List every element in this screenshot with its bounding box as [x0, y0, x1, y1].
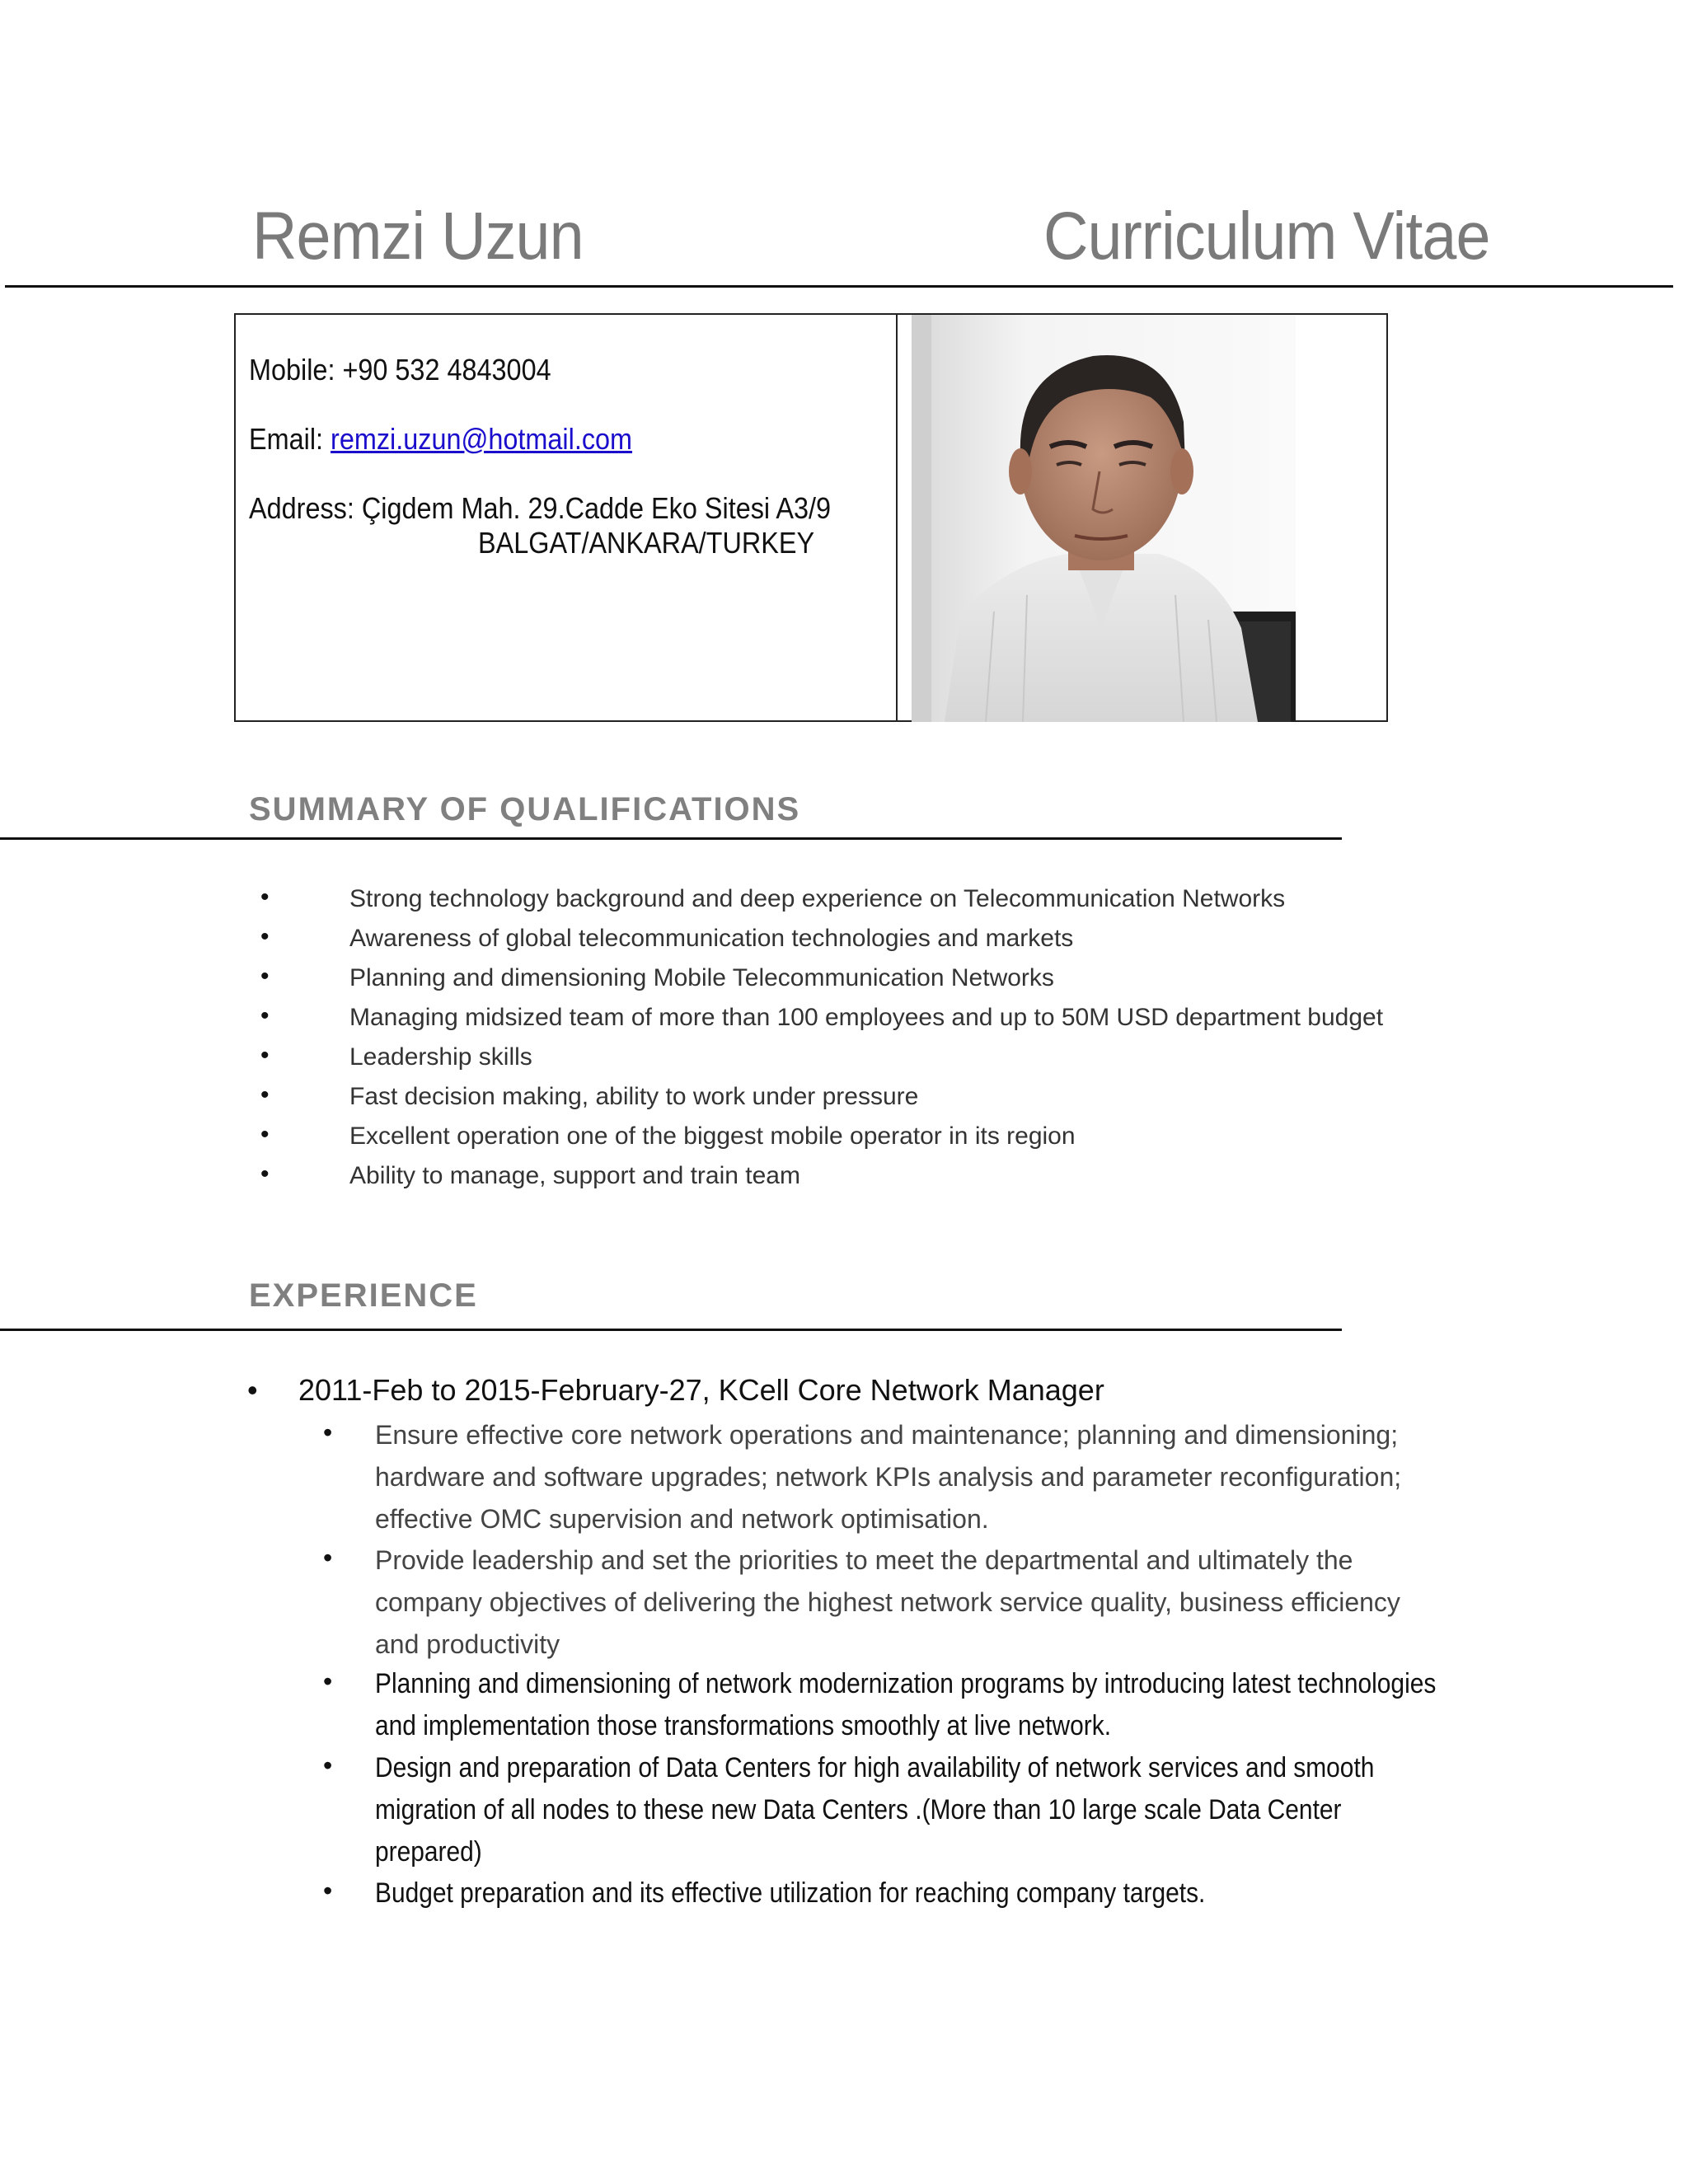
list-bullet: •: [260, 1121, 270, 1148]
candidate-name: Remzi Uzun: [252, 199, 584, 274]
summary-section-title: SUMMARY OF QUALIFICATIONS: [249, 791, 801, 827]
job-title: 2011-Feb to 2015-February-27, KCell Core Network Manager: [298, 1373, 1104, 1407]
contact-address-line2: BALGAT/ANKARA/TURKEY: [478, 526, 815, 560]
profile-photo: [912, 315, 1296, 722]
qualification-item: Fast decision making, ability to work under pressure: [349, 1083, 919, 1110]
job-duty: Provide leadership and set the priorities to meet the departmental and ultimately the company objectives of delivering the highest network service quality, business efficiency and productivity: [375, 1545, 1400, 1659]
list-bullet: •: [260, 923, 270, 950]
job-duty: Budget preparation and its effective utilization for reaching company targets.: [375, 1877, 1206, 1909]
job-duty: Ensure effective core network operations and maintenance; planning and dimensioning; hardware and software upgrades; network KPIs analysis and parameter reconfiguration; effective OMC supervision and network optimisation.: [375, 1420, 1402, 1534]
document-title: Curriculum Vitae: [1043, 199, 1490, 274]
experience-section-title: EXPERIENCE: [249, 1277, 478, 1314]
contact-address-line1: Address: Çigdem Mah. 29.Cadde Eko Sitesi A3/9: [249, 491, 831, 525]
qualification-item: Strong technology background and deep experience on Telecommunication Networks: [349, 885, 1286, 912]
list-bullet: •: [260, 883, 270, 911]
qualification-item: Leadership skills: [349, 1043, 532, 1071]
contact-email-label: Email:: [249, 422, 331, 456]
qualification-item: Planning and dimensioning Mobile Telecommunication Networks: [349, 964, 1054, 991]
list-bullet: •: [260, 1081, 270, 1108]
list-bullet: •: [260, 1160, 270, 1188]
qualification-item: Excellent operation one of the biggest mobile operator in its region: [349, 1122, 1076, 1150]
list-bullet: •: [323, 1876, 333, 1905]
summary-divider: [0, 837, 1342, 840]
qualification-item: Managing midsized team of more than 100 employees and up to 50M USD department budget: [349, 1004, 1384, 1031]
job-duty: Design and preparation of Data Centers for high availability of network services and smooth migration of all nodes to these new Data Centers .(More than 10 large scale Data Center prepared): [375, 1752, 1375, 1868]
profile-photo-illustration: [912, 315, 1296, 722]
experience-divider: [0, 1329, 1342, 1331]
job-duty: Planning and dimensioning of network modernization programs by introducing latest technologies and implementation those transformations smoothly at live network.: [375, 1668, 1437, 1741]
header-divider: [5, 285, 1673, 288]
list-bullet: •: [247, 1373, 258, 1407]
list-bullet: •: [323, 1543, 333, 1572]
qualification-item: Ability to manage, support and train team: [349, 1162, 800, 1189]
list-bullet: •: [323, 1666, 333, 1696]
contact-box-divider: [896, 313, 898, 722]
list-bullet: •: [323, 1418, 333, 1447]
list-bullet: •: [260, 963, 270, 990]
qualification-item: Awareness of global telecommunication technologies and markets: [349, 925, 1074, 952]
list-bullet: •: [323, 1750, 333, 1780]
contact-mobile: Mobile: +90 532 4843004: [249, 353, 551, 387]
email-link[interactable]: remzi.uzun@hotmail.com: [331, 422, 633, 456]
list-bullet: •: [260, 1002, 270, 1029]
contact-email: [249, 422, 632, 457]
list-bullet: •: [260, 1042, 270, 1069]
